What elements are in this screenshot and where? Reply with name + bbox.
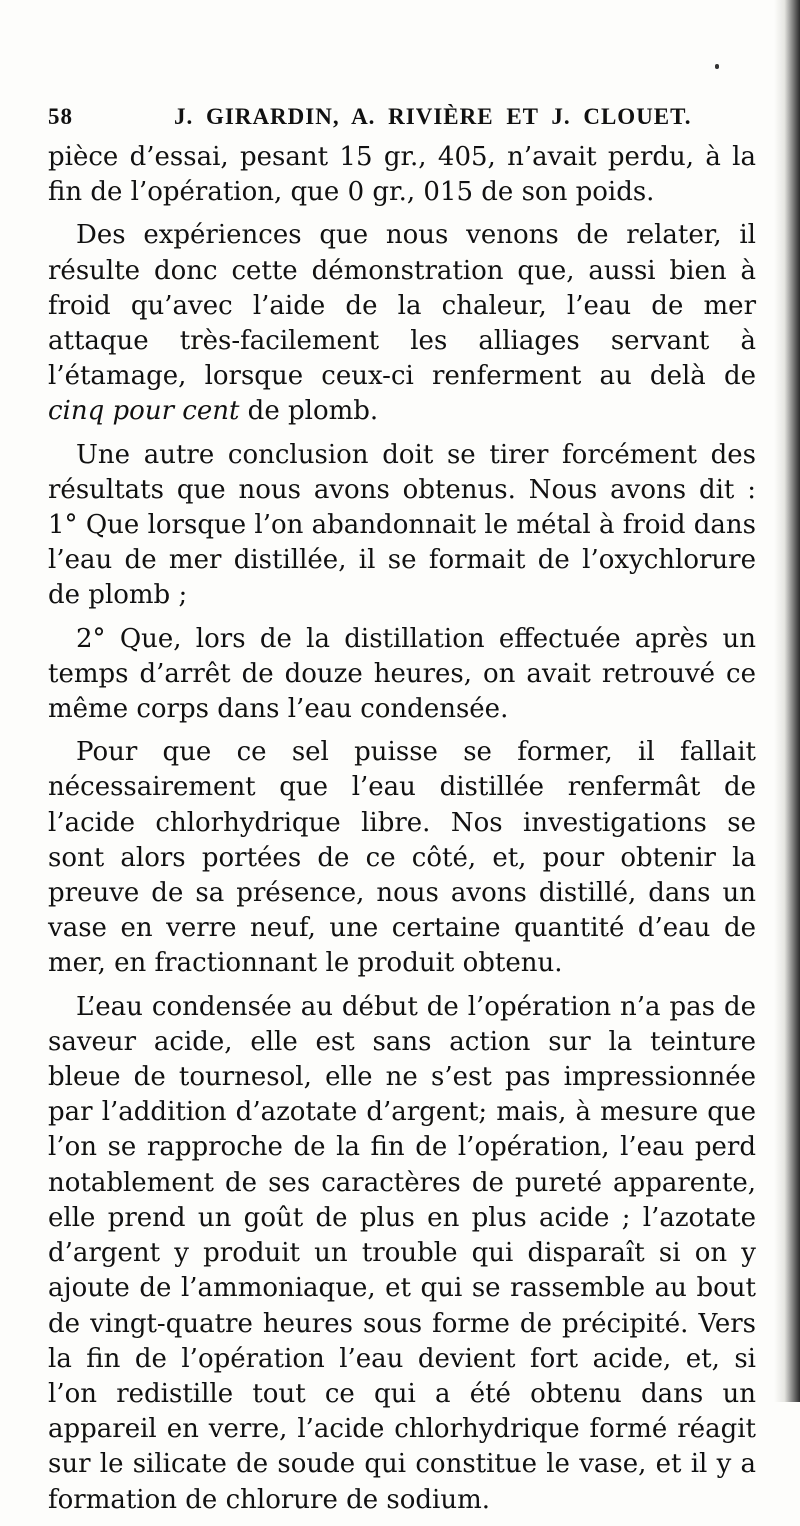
page-header <box>48 104 756 140</box>
paragraph-2-italic: cinq pour cent <box>48 396 240 427</box>
running-head: J. GIRARDIN, A. RIVIÈRE ET J. CLOUET. <box>174 104 692 129</box>
page-edge-shadow <box>774 0 800 1402</box>
body-text <box>48 140 756 1518</box>
print-speck <box>715 64 719 69</box>
paragraph-2-text: Des expériences que nous venons de relater, il résulte donc cette démonstration que, aussi bien à froid qu’avec l’aide de la chaleur, l’eau de mer attaque très-facilement les alliages servant à l’étamage, lorsque ceux-ci renferment au delà de <box>48 220 756 392</box>
paragraph-2 <box>48 218 756 429</box>
paragraph-5: Pour que ce sel puisse se former, il fallait nécessairement que l’eau distillée renfermât de l’acide chlorhydrique libre. Nos investigations se sont alors portées de ce côté, et, pour obtenir la preuve de sa présence, nous avons distillé, dans un vase en verre neuf, une certaine quantité d’eau de mer, en fractionnant le produit obtenu. <box>48 737 756 979</box>
book-page <box>48 104 756 1526</box>
paragraph-3: Une autre conclusion doit se tirer forcément des résultats que nous avons obtenus. Nous avons dit : 1° Que lorsque l’on abandonnait le métal à froid dans l’eau de mer distillée, il se formait de l’oxychlorure de plomb ; <box>48 439 756 611</box>
page-number: 58 <box>48 104 73 129</box>
paragraph-6: L’eau condensée au début de l’opération n’a pas de saveur acide, elle est sans action sur la teinture bleue de tournesol, elle ne s’est pas impressionnée par l’addition d’azotate d’argent; mais, à mesure que l’on se rapproche de la fin de l’opération, l’eau perd notablement de ses caractères de pureté apparente, elle prend un goût de plus en plus acide ; l’azotate d’argent y produit un trouble qui disparaît si on y ajoute de l’ammoniaque, et qui se rassemble au bout de vingt-quatre heures sous forme de précipité. Vers la fin de l’opération l’eau devient fort acide, et, si l’on redistille tout ce qui a été obtenu dans un appareil en verre, l’acide chlorhydrique formé réagit sur le silicate de soude qui constitue le vase, et il y a formation de chlorure de sodium. <box>48 991 756 1515</box>
paragraph-1: pièce d’essai, pesant 15 gr., 405, n’avait perdu, à la fin de l’opération, que 0 gr., 015 de son poids. <box>48 142 756 208</box>
paragraph-2-text-end: de plomb. <box>239 396 379 427</box>
paragraph-4: 2° Que, lors de la distillation effectuée après un temps d’arrêt de douze heures, on avait retrouvé ce même corps dans l’eau condensée. <box>48 623 756 725</box>
